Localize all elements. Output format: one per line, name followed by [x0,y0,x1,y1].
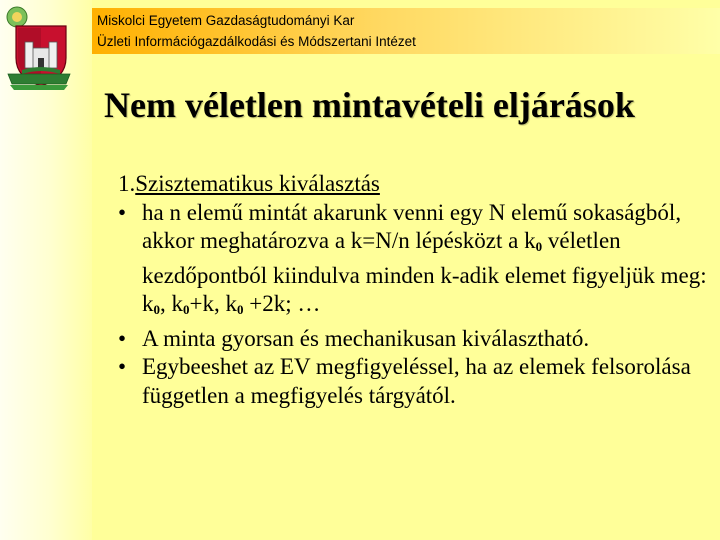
section-number: 1. [118,171,136,196]
bullet-symbol: • [118,354,127,379]
slide-title: Nem véletlen mintavételi eljárások [104,85,635,125]
bullet-1-text-part1: ha n elemű mintát akarunk venni egy N elemű sokaságból, akkor meghatározva a k=N/n lépésközt a k [142,199,682,253]
seq-sub: 0 [153,302,160,317]
university-crest-icon [4,4,74,90]
bullet-3-text: Egybeeshet az EV megfigyeléssel, ha az elemek felsorolása független a megfigyelés tárgyától. [142,354,691,408]
bullet-2-text: A minta gyorsan és mechanikusan kiválasztható. [142,325,590,351]
seq-text: +k, k [189,291,237,316]
bullet-item-2 [112,325,712,354]
bullet-1-subscript: 0 [535,239,543,254]
seq-k: k [142,291,154,316]
section-heading [118,170,712,199]
seq-text: +2k; … [243,291,321,316]
seq-sub: 0 [183,302,190,317]
seq-text: , k [160,291,183,316]
slide-content [112,170,712,410]
bullet-item-3 [112,353,712,410]
bullet-symbol: • [118,325,127,351]
bullet-item-1 [112,199,712,325]
header-institution-line: Miskolci Egyetem Gazdaságtudományi Kar [97,13,355,28]
bullet-symbol: • [118,199,127,225]
bullet-1-sequence [142,290,712,325]
seq-sub: 0 [236,302,244,317]
bullet-1-text-part2: véletlen kezdőpontból kiindulva minden k-adik elemet figyeljük meg: [142,228,707,288]
section-heading-text: Szisztematikus kiválasztás [135,171,380,196]
header-department-line: Üzleti Információgazdálkodási és Módszertani Intézet [97,34,416,49]
